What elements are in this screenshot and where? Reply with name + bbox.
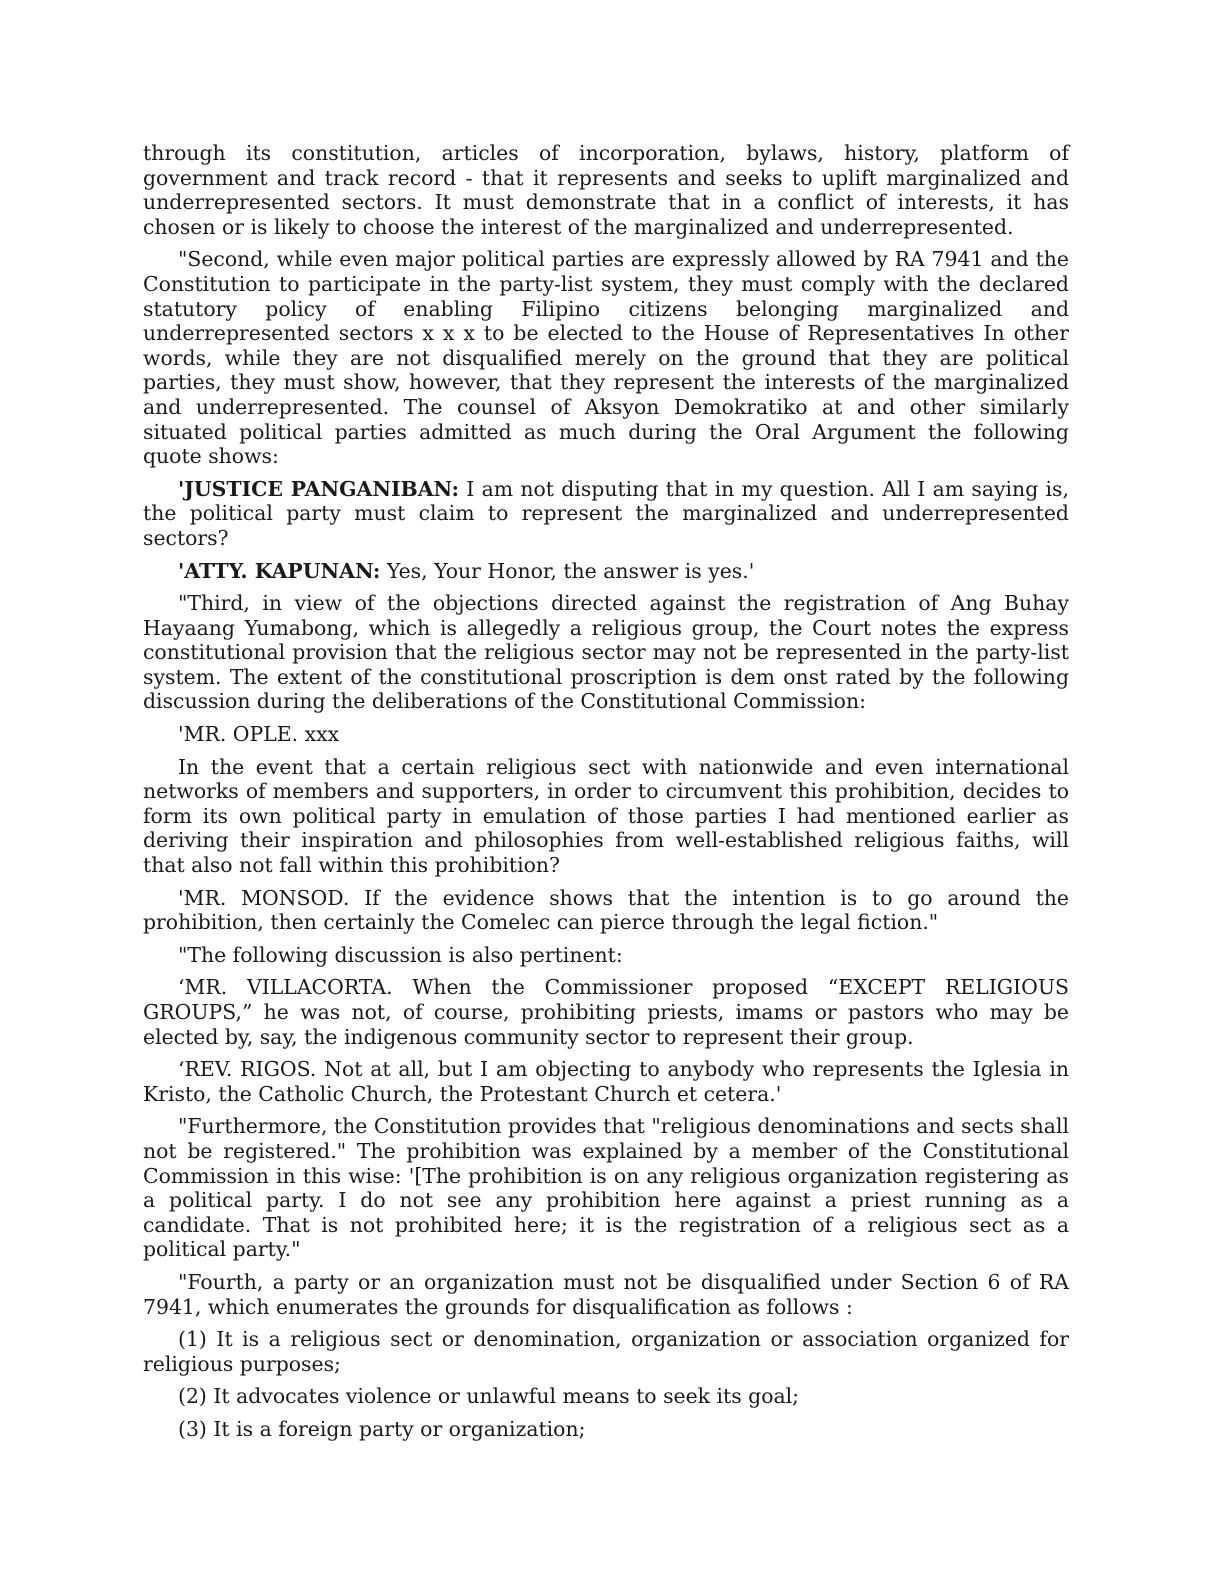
paragraph-text: (2) It advocates violence or unlawful means to seek its goal; (178, 1384, 800, 1409)
paragraph-text: Yes, Your Honor, the answer is yes.' (380, 558, 755, 583)
document-page (143, 141, 1069, 1450)
paragraph-7 (143, 755, 1069, 878)
paragraph-text: I am not disputing that in my question. All I am saying is, the political party must claim to represent the marginalized and underrepresented sectors? (143, 476, 1069, 550)
paragraph-text: ‘REV. RIGOS. Not at all, but I am objecting to anybody who represents the Iglesia in Kristo, the Catholic Church, the Protestant Church et cetera.' (143, 1057, 1069, 1106)
paragraph-2 (143, 247, 1069, 468)
speaker-label: 'ATTY. KAPUNAN: (178, 558, 381, 583)
paragraph-text: In the event that a certain religious sect with nationwide and even international networks of members and supporters, in order to circumvent this prohibition, decides to form its own political party in emulation of those parties I had mentioned earlier as deriving their inspiration and philosophies from well-established religious faiths, will that also not fall within this prohibition? (143, 754, 1069, 878)
list-item-3 (143, 1417, 1069, 1442)
paragraph-6 (143, 722, 1069, 747)
paragraph-text: "Furthermore, the Constitution provides that "religious denominations and sects shall not be registered." The prohibition was explained by a member of the Constitutional Commission in this wise: '[The prohibition is on any religious organization registering as a political party. I do not see any prohibition here against a priest running as a candidate. That is not prohibited here; it is the registration of a religious sect as a political party." (143, 1114, 1069, 1262)
paragraph-text: "Fourth, a party or an organization must not be disqualified under Section 6 of RA 7941, which enumerates the grounds for disqualification as follows : (143, 1269, 1069, 1319)
paragraph-text: "Third, in view of the objections directed against the registration of Ang Buhay Hayaang Yumabong, which is allegedly a religious group, the Court notes the express constitutional provision that the religious sector may not be represented in the party-list system. The extent of the constitutional proscription is dem onst rated by the following discussion during the deliberations of the Constitutional Commission: (143, 591, 1069, 714)
paragraph-10 (143, 975, 1069, 1049)
list-item-2 (143, 1384, 1069, 1409)
paragraph-text: "Second, while even major political parties are expressly allowed by RA 7941 and the Constitution to participate in the party-list system, they must comply with the declared statutory policy of enabling Filipino citizens belonging marginalized and underrepresented sectors x x x to be elected to the House of Representatives In other words, while they are not disqualified merely on the ground that they are political parties, they must show, however, that they represent the interests of the marginalized and underrepresented. The counsel of Aksyon Demokratiko at and other similarly situated political parties admitted as much during the Oral Argument the following quote shows: (143, 247, 1069, 469)
paragraph-3 (143, 477, 1069, 551)
paragraph-text: through its constitution, articles of incorporation, bylaws, history, platform of government and track record - that it represents and seeks to uplift marginalized and underrepresented sectors. It must demonstrate that in a conflict of interests, it has chosen or is likely to choose the interest of the marginalized and underrepresented. (143, 141, 1069, 239)
paragraph-1 (143, 141, 1069, 239)
paragraph-12 (143, 1114, 1069, 1262)
paragraph-text: 'MR. OPLE. xxx (178, 722, 340, 747)
paragraph-5 (143, 591, 1069, 714)
paragraph-text: "The following discussion is also pertinent: (178, 942, 623, 967)
paragraph-9 (143, 943, 1069, 968)
paragraph-13 (143, 1270, 1069, 1319)
paragraph-text: ‘MR. VILLACORTA. When the Commissioner proposed “EXCEPT RELIGIOUS GROUPS,” he was not, of course, prohibiting priests, imams or pastors who may be elected by, say, the indigenous community sector to represent their group. (143, 975, 1069, 1049)
paragraph-4 (143, 559, 1069, 584)
paragraph-11 (143, 1057, 1069, 1106)
paragraph-8 (143, 886, 1069, 935)
speaker-label: 'JUSTICE PANGANIBAN: (178, 476, 459, 501)
list-item-1 (143, 1327, 1069, 1376)
paragraph-text: (3) It is a foreign party or organization; (178, 1416, 586, 1441)
paragraph-text: (1) It is a religious sect or denomination, organization or association organized for religious purposes; (143, 1327, 1069, 1376)
paragraph-text: 'MR. MONSOD. If the evidence shows that the intention is to go around the prohibition, then certainly the Comelec can pierce through the legal fiction." (143, 885, 1069, 935)
